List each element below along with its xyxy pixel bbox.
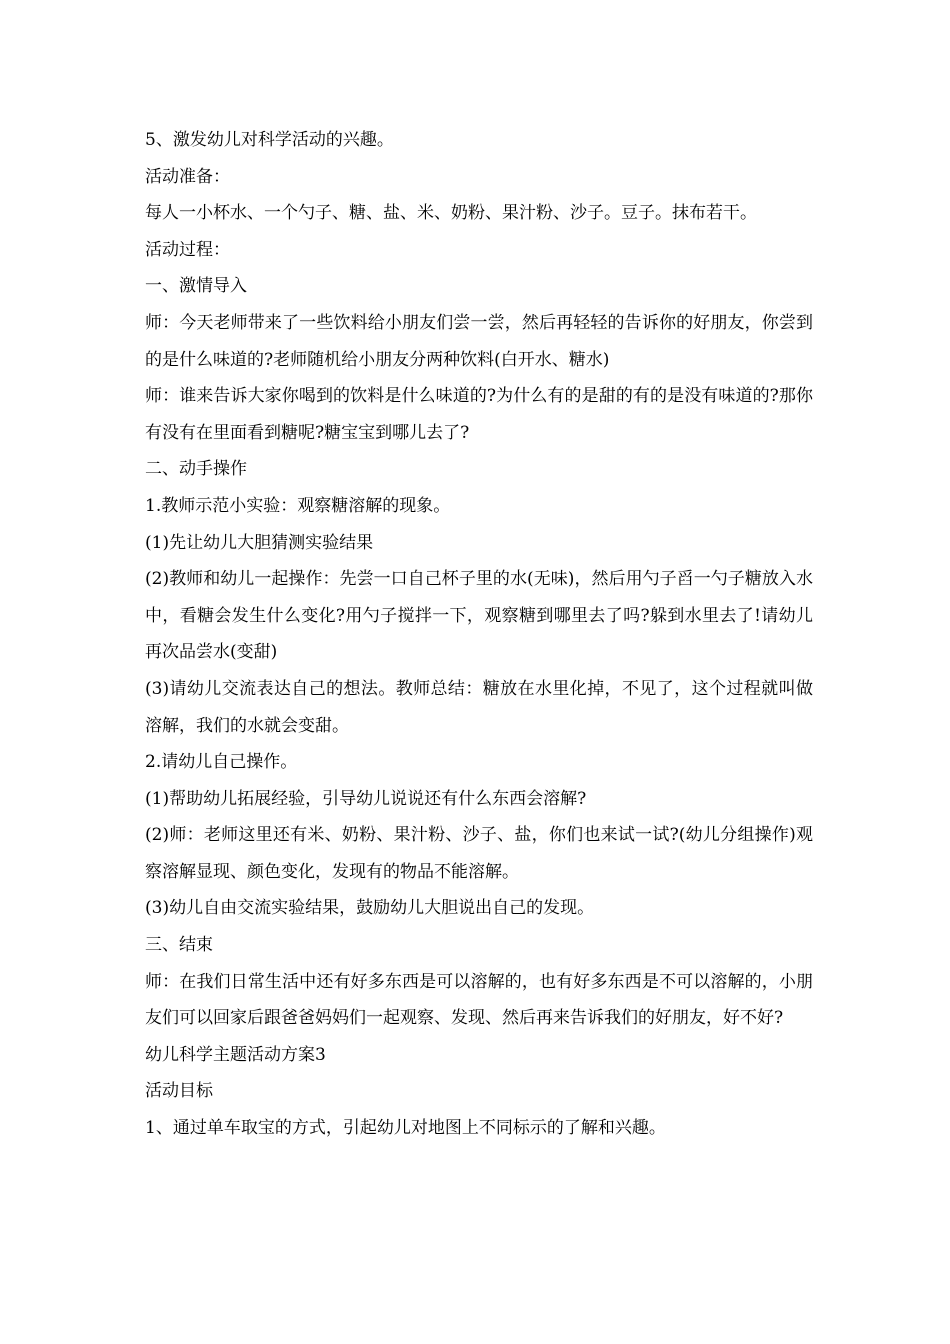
paragraph: (1)帮助幼儿拓展经验，引导幼儿说说还有什么东西会溶解? <box>145 788 587 809</box>
section-heading: 三、结束 <box>145 935 213 956</box>
paragraph: 师：今天老师带来了一些饮料给小朋友们尝一尝，然后再轻轻的告诉你的好朋友，你尝到的是什么味道的?老师随机给小朋友分两种饮料(白开水、糖水) <box>145 312 813 370</box>
paragraph: 活动准备： <box>145 166 230 187</box>
paragraph: 2.请幼儿自己操作。 <box>145 752 298 773</box>
document-title: 幼儿科学主题活动方案3 <box>145 1044 326 1065</box>
paragraph: 5、激发幼儿对科学活动的兴趣。 <box>145 130 394 150</box>
paragraph: 1.教师示范小实验：观察糖溶解的现象。 <box>145 495 451 516</box>
section-heading: 一、激情导入 <box>145 276 247 297</box>
paragraph: (2)师：老师这里还有米、奶粉、果汁粉、沙子、盐，你们也来试一试?(幼儿分组操作)观察溶解显现、颜色变化，发现有的物品不能溶解。 <box>145 825 813 882</box>
paragraph: 1、通过单车取宝的方式，引起幼儿对地图上不同标示的了解和兴趣。 <box>145 1118 666 1139</box>
paragraph: 每人一小杯水、一个勺子、糖、盐、米、奶粉、果汁粉、沙子。豆子。抹布若干。 <box>145 203 757 224</box>
paragraph: (3)请幼儿交流表达自己的想法。教师总结：糖放在水里化掉，不见了，这个过程就叫做溶解，我们的水就会变甜。 <box>145 678 813 736</box>
paragraph: (1)先让幼儿大胆猜测实验结果 <box>145 532 374 553</box>
section-heading: 二、动手操作 <box>145 459 247 480</box>
paragraph: 活动过程： <box>145 239 230 260</box>
paragraph: 师：谁来告诉大家你喝到的饮料是什么味道的?为什么有的是甜的有的是没有味道的?那你有没有在里面看到糖呢?糖宝宝到哪儿去了? <box>145 386 813 443</box>
document-body <box>145 122 813 1147</box>
paragraph: 师：在我们日常生活中还有好多东西是可以溶解的，也有好多东西是不可以溶解的，小朋友们可以回家后跟爸爸妈妈们一起观察、发现、然后再来告诉我们的好朋友，好不好? <box>145 971 813 1029</box>
paragraph: (2)教师和幼儿一起操作：先尝一口自己杯子里的水(无味)，然后用勺子舀一勺子糖放入水中，看糖会发生什么变化?用勺子搅拌一下，观察糖到哪里去了吗?躲到水里去了!请幼儿再次品尝水(变甜) <box>145 569 813 663</box>
section-heading: 活动目标 <box>145 1081 213 1102</box>
paragraph: (3)幼儿自由交流实验结果，鼓励幼儿大胆说出自己的发现。 <box>145 898 595 919</box>
